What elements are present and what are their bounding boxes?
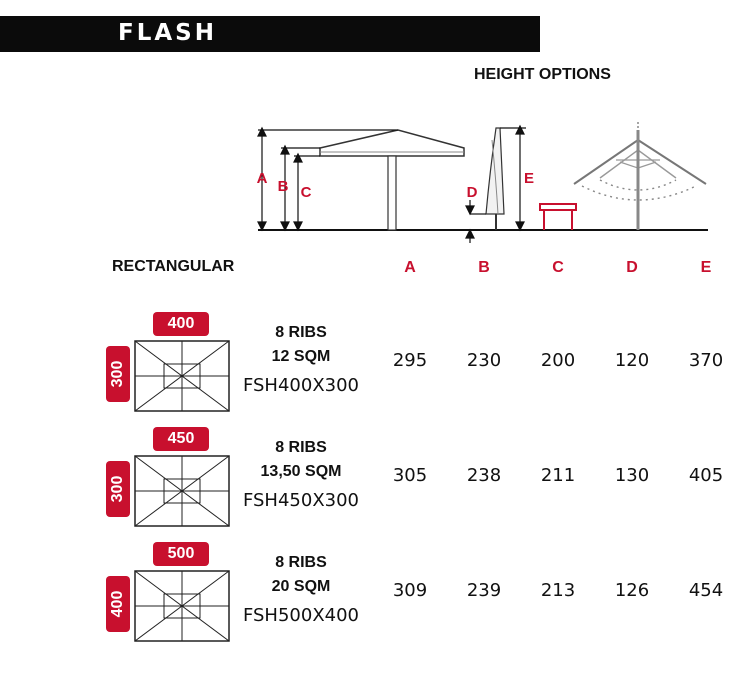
width-badge: 500 <box>153 542 209 566</box>
column-header-c: C <box>552 259 564 276</box>
width-badge: 450 <box>153 427 209 451</box>
value-b: 238 <box>466 465 502 486</box>
value-d: 130 <box>614 465 650 486</box>
value-d: 120 <box>614 350 650 371</box>
value-c: 213 <box>540 580 576 601</box>
diagram-letter-e: E <box>523 170 534 187</box>
diagram-letter-a: A <box>256 170 268 187</box>
canopy-plan-icon <box>134 340 230 412</box>
model-code: FSH500X400 <box>242 605 360 626</box>
value-b: 230 <box>466 350 502 371</box>
ribs-label: 8 RIBS <box>275 554 327 571</box>
column-header-e: E <box>700 259 712 276</box>
ribs-label: 8 RIBS <box>275 324 327 341</box>
height-badge: 300 <box>106 461 130 517</box>
umbrella-frame-icon <box>574 122 706 230</box>
height-diagram <box>0 0 740 245</box>
diagram-letter-b: B <box>277 178 289 195</box>
value-a: 295 <box>392 350 428 371</box>
ribs-label: 8 RIBS <box>275 439 327 456</box>
table-icon <box>540 204 576 230</box>
height-badge: 400 <box>106 576 130 632</box>
table-row <box>0 425 740 535</box>
table-row <box>0 540 740 650</box>
dimension-line-d <box>466 200 486 243</box>
value-e: 454 <box>688 580 724 601</box>
diagram-letter-d: D <box>466 184 478 201</box>
model-code: FSH450X300 <box>242 490 360 511</box>
table-row <box>0 310 740 420</box>
value-e: 405 <box>688 465 724 486</box>
value-b: 239 <box>466 580 502 601</box>
area-label: 13,50 SQM <box>260 463 342 480</box>
height-options-heading: HEIGHT OPTIONS <box>474 66 611 83</box>
canopy-plan-icon <box>134 455 230 527</box>
umbrella-open-side-icon <box>320 130 464 230</box>
section-label-rectangular: RECTANGULAR <box>112 258 235 275</box>
column-header-d: D <box>626 259 638 276</box>
column-header-b: B <box>478 259 490 276</box>
umbrella-closed-icon <box>486 128 504 230</box>
height-badge: 300 <box>106 346 130 402</box>
width-badge: 400 <box>153 312 209 336</box>
value-a: 309 <box>392 580 428 601</box>
diagram-letter-c: C <box>300 184 312 201</box>
column-header-a: A <box>404 259 416 276</box>
value-d: 126 <box>614 580 650 601</box>
value-a: 305 <box>392 465 428 486</box>
value-e: 370 <box>688 350 724 371</box>
page-title: FLASH <box>118 20 217 46</box>
value-c: 200 <box>540 350 576 371</box>
canopy-plan-icon <box>134 570 230 642</box>
area-label: 20 SQM <box>271 578 331 595</box>
area-label: 12 SQM <box>271 348 331 365</box>
model-code: FSH400X300 <box>242 375 360 396</box>
value-c: 211 <box>540 465 576 486</box>
